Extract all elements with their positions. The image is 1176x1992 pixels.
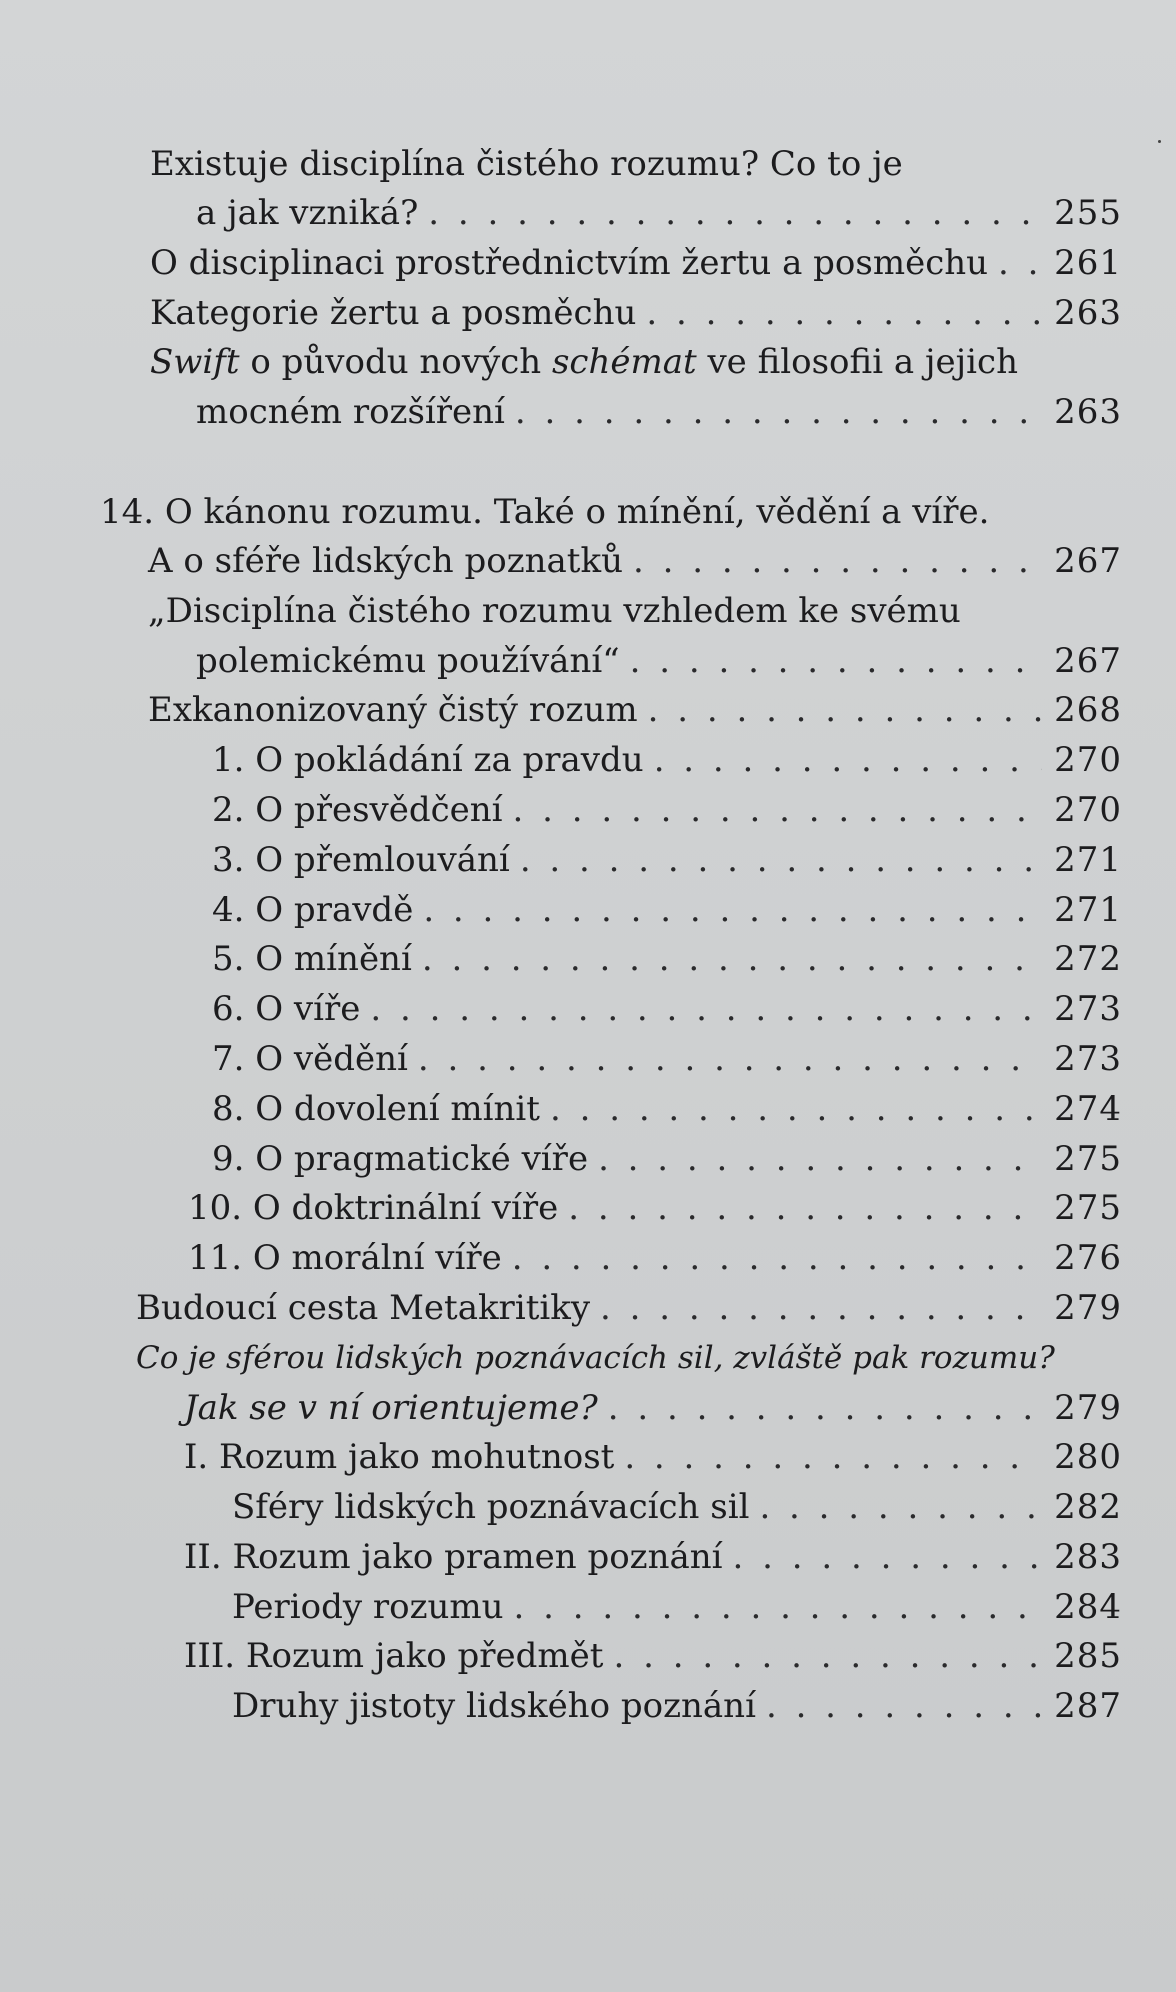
toc-entry-title: mocném rozšíření — [196, 392, 505, 432]
toc-page-number: 272 — [1054, 939, 1122, 979]
toc-entry — [232, 1681, 1122, 1731]
toc-entry-title: 11. O morální víře — [188, 1238, 502, 1278]
dot-leader — [654, 735, 1042, 785]
dot-leader — [568, 1183, 1042, 1233]
toc-entry — [136, 1283, 1122, 1333]
toc-entry-title: 10. O doktrinální víře — [188, 1188, 559, 1228]
toc-entry — [212, 1134, 1122, 1184]
toc-entry — [150, 288, 1122, 338]
toc-page-number: 263 — [1054, 392, 1122, 432]
toc-chapter-heading — [100, 487, 989, 537]
dot-leader — [512, 1233, 1042, 1283]
dot-leader — [515, 387, 1042, 437]
toc-entry-title: a jak vzniká? — [196, 193, 419, 233]
toc-entry — [212, 885, 1122, 935]
toc-entry-title: Sféry lidských poznávacích sil — [232, 1487, 750, 1527]
toc-entry-title: 3. O přemlouvání — [212, 840, 510, 880]
toc-page-number: 270 — [1054, 740, 1122, 780]
toc-entry-title: 8. O dovolení mínit — [212, 1089, 540, 1129]
toc-page-number: 284 — [1054, 1587, 1122, 1627]
dot-leader — [514, 1582, 1042, 1632]
toc-entry-title-italic: schémat — [551, 342, 697, 382]
dot-leader — [624, 1432, 1042, 1482]
dot-leader — [550, 1084, 1042, 1134]
toc-entry-title: Periody rozumu — [232, 1587, 504, 1627]
toc-page-number: 273 — [1054, 1039, 1122, 1079]
dot-leader — [648, 685, 1042, 735]
dot-leader — [598, 1134, 1042, 1184]
toc-page-number: 270 — [1054, 790, 1122, 830]
dot-leader — [733, 1532, 1042, 1582]
toc-entry-title-italic: Swift — [150, 342, 240, 382]
toc-entry-title: 9. O pragmatické víře — [212, 1139, 589, 1179]
toc-entry — [136, 1333, 1055, 1383]
toc-entry — [212, 785, 1122, 835]
toc-entry — [150, 238, 1122, 288]
dot-leader — [630, 636, 1042, 686]
dot-leader — [633, 536, 1042, 586]
toc-entry — [184, 1383, 1122, 1433]
toc-entry — [184, 1432, 1122, 1482]
toc-page-number: 285 — [1054, 1636, 1122, 1676]
toc-entry-title: III. Rozum jako předmět — [184, 1636, 604, 1676]
toc-entry — [212, 735, 1122, 785]
toc-entry — [184, 1631, 1122, 1681]
toc-page-number: 279 — [1054, 1288, 1122, 1328]
toc-entry — [212, 835, 1122, 885]
dot-leader — [600, 1283, 1042, 1333]
toc-entry-title: II. Rozum jako pramen poznání — [184, 1537, 723, 1577]
toc-entry — [196, 188, 1122, 238]
toc-entry-title: 14. O kánonu rozumu. Také o mínění, vědění a víře. — [100, 492, 990, 532]
toc-page-number: 283 — [1054, 1537, 1122, 1577]
toc-entry-title: Existuje disciplína čistého rozumu? Co to je — [150, 144, 903, 184]
toc-entry — [148, 586, 961, 636]
toc-entry-title: 5. O mínění — [212, 939, 412, 979]
toc-entry-title-italic: Jak se v ní orientujeme? — [184, 1388, 598, 1428]
toc-page-number: 275 — [1054, 1188, 1122, 1228]
toc-entry-title: 7. O vědění — [212, 1039, 408, 1079]
dot-leader — [608, 1383, 1042, 1433]
toc-entry-title: 1. O pokládání za pravdu — [212, 740, 644, 780]
toc-entry-title: o původu nových — [239, 342, 552, 382]
toc-entry — [184, 1532, 1122, 1582]
toc-page-number: 267 — [1054, 641, 1122, 681]
toc-entry-title: A o sféře lidských poznatků — [148, 541, 623, 581]
toc-entry-title: 6. O víře — [212, 989, 361, 1029]
toc-entry-title: ve filosofii a jejich — [696, 342, 1018, 382]
toc-entry-title: polemickému používání“ — [196, 641, 620, 681]
dot-leader — [422, 934, 1042, 984]
toc-page-number: 282 — [1054, 1487, 1122, 1527]
dot-leader — [513, 785, 1042, 835]
toc-page-number: 263 — [1054, 293, 1122, 333]
toc-entry — [148, 536, 1122, 586]
toc-entry-title: „Disciplína čistého rozumu vzhledem ke svému — [148, 591, 961, 631]
toc-entry-title: 4. O pravdě — [212, 890, 414, 930]
toc-entry-title: Kategorie žertu a posměchu — [150, 293, 637, 333]
toc-page-number: 273 — [1054, 989, 1122, 1029]
toc-entry — [212, 1084, 1122, 1134]
toc-page-number: 255 — [1054, 193, 1122, 233]
toc-entry — [212, 934, 1122, 984]
toc-page-number: 276 — [1054, 1238, 1122, 1278]
toc-entry-title: Druhy jistoty lidského poznání — [232, 1686, 756, 1726]
toc-page-number: 261 — [1054, 243, 1122, 283]
toc-entry — [212, 1034, 1122, 1084]
toc-entry-title: Budoucí cesta Metakritiky — [136, 1288, 591, 1328]
dot-leader — [613, 1631, 1042, 1681]
toc-page-number: 275 — [1054, 1139, 1122, 1179]
toc-page-number: 287 — [1054, 1686, 1122, 1726]
toc-entry — [232, 1582, 1122, 1632]
dot-leader — [418, 1034, 1042, 1084]
toc-entry-title: 2. O přesvědčení — [212, 790, 503, 830]
toc-page-number: 274 — [1054, 1089, 1122, 1129]
dot-leader — [370, 984, 1042, 1034]
toc-page-number: 280 — [1054, 1437, 1122, 1477]
toc-entry — [188, 1233, 1122, 1283]
toc-page-number: 271 — [1054, 840, 1122, 880]
toc-entry-title: I. Rozum jako mohutnost — [184, 1437, 615, 1477]
toc-entry — [188, 1183, 1122, 1233]
toc-entry-title: Exkanonizovaný čistý rozum — [148, 690, 638, 730]
toc-page-number: 268 — [1054, 690, 1122, 730]
dot-leader — [646, 288, 1042, 338]
toc-entry — [150, 337, 1018, 387]
dot-leader — [998, 238, 1042, 288]
dot-leader — [520, 835, 1042, 885]
dot-leader — [423, 885, 1042, 935]
toc-entry-title-italic: Co je sférou lidských poznávacích sil, zvláště pak rozumu? — [136, 1340, 1055, 1376]
dot-leader — [766, 1681, 1042, 1731]
dot-leader — [759, 1482, 1042, 1532]
toc-entry — [148, 685, 1122, 735]
toc-entry — [232, 1482, 1122, 1532]
toc-entry — [196, 387, 1122, 437]
toc-page-number: 279 — [1054, 1388, 1122, 1428]
toc-page-number: 271 — [1054, 890, 1122, 930]
toc-entry — [196, 636, 1122, 686]
dot-leader — [428, 188, 1042, 238]
toc-entry — [150, 139, 903, 189]
toc-entry-title: O disciplinaci prostřednictvím žertu a posměchu — [150, 243, 989, 283]
toc-page-number: 267 — [1054, 541, 1122, 581]
toc-entry — [212, 984, 1122, 1034]
